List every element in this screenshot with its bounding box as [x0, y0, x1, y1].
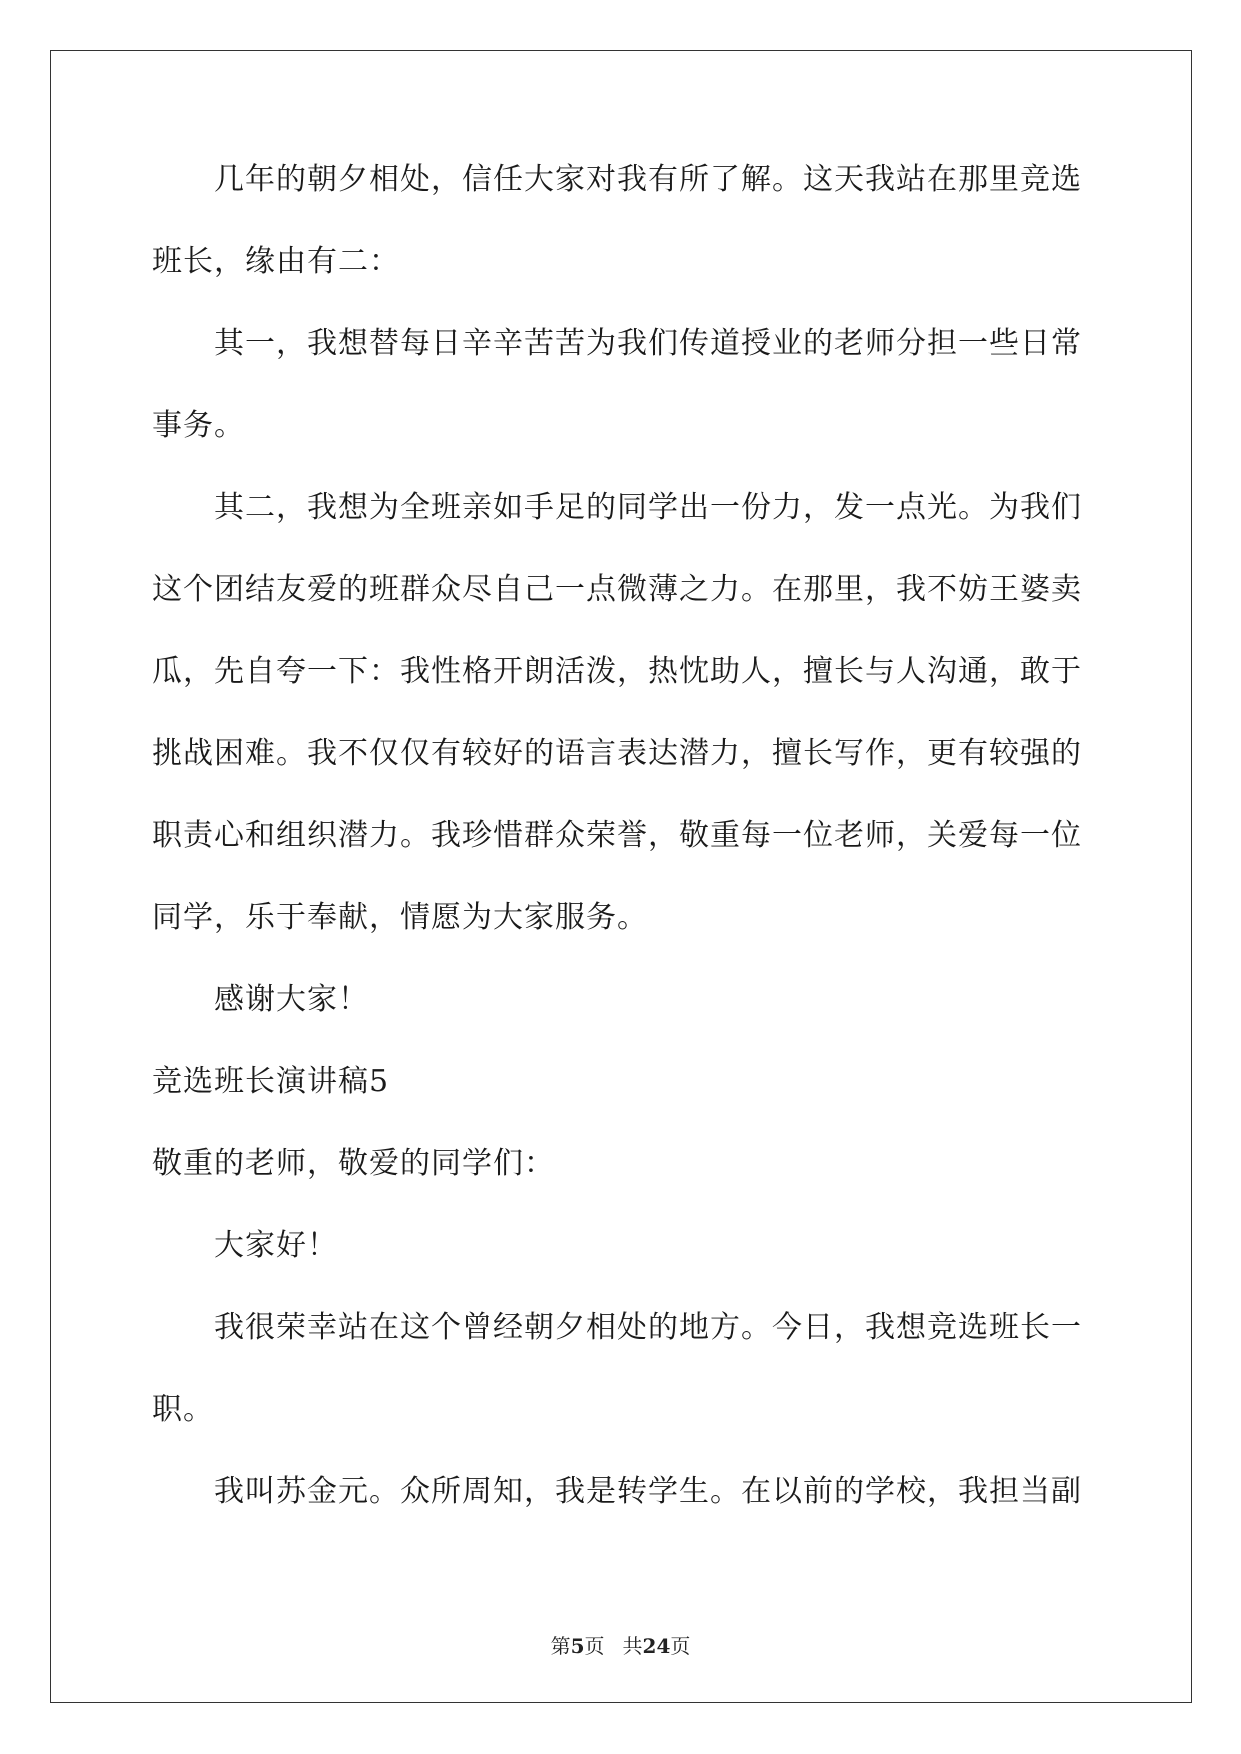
paragraph-line: 几年的朝夕相处，信任大家对我有所了解。这天我站在那里竞选 — [214, 162, 1082, 197]
section-heading: 竞选班长演讲稿5 — [152, 1064, 390, 1099]
footer-prefix: 第 — [550, 1634, 571, 1658]
paragraph-line: 这个团结友爱的班群众尽自己一点微薄之力。在那里，我不妨王婆卖 — [152, 572, 1082, 607]
paragraph-line: 感谢大家！ — [214, 982, 369, 1017]
footer-total-prefix: 共 — [622, 1634, 643, 1658]
salutation: 敬重的老师，敬爱的同学们： — [152, 1146, 555, 1181]
page-footer — [0, 1630, 1241, 1659]
paragraph-line: 我叫苏金元。众所周知，我是转学生。在以前的学校，我担当副 — [214, 1474, 1082, 1509]
footer-total-suffix: 页 — [670, 1634, 691, 1658]
paragraph-line: 事务。 — [152, 408, 245, 443]
paragraph-line: 其一，我想替每日辛辛苦苦为我们传道授业的老师分担一些日常 — [214, 326, 1082, 361]
document-body — [152, 160, 1092, 1554]
paragraph-line: 职责心和组织潜力。我珍惜群众荣誉，敬重每一位老师，关爱每一位 — [152, 818, 1082, 853]
paragraph-line: 其二，我想为全班亲如手足的同学出一份力，发一点光。为我们 — [214, 490, 1082, 525]
paragraph-line: 同学，乐于奉献，情愿为大家服务。 — [152, 900, 648, 935]
paragraph-line: 职。 — [152, 1392, 214, 1427]
footer-page-suffix: 页 — [584, 1634, 605, 1658]
paragraph-line: 班长，缘由有二： — [152, 244, 400, 279]
paragraph-line: 挑战困难。我不仅仅有较好的语言表达潜力，擅长写作，更有较强的 — [152, 736, 1082, 771]
total-pages: 24 — [642, 1634, 671, 1658]
paragraph-line: 瓜，先自夸一下：我性格开朗活泼，热忱助人，擅长与人沟通，敢于 — [152, 654, 1082, 689]
paragraph-line: 我很荣幸站在这个曾经朝夕相处的地方。今日，我想竞选班长一 — [214, 1310, 1082, 1345]
page-number: 5 — [570, 1634, 585, 1658]
paragraph-line: 大家好！ — [214, 1228, 338, 1263]
